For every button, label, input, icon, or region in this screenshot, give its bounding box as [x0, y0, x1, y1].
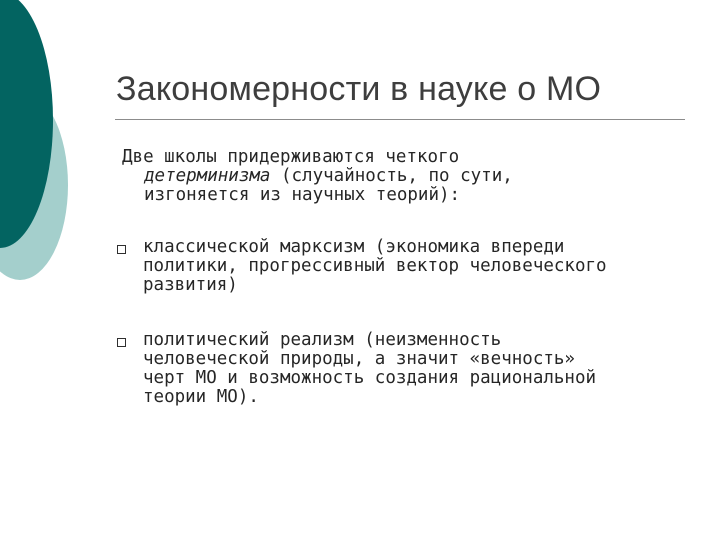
- checkbox-bullet-icon: [117, 245, 126, 254]
- title-divider: [115, 119, 685, 120]
- intro-italic-term: детерминизма: [144, 166, 271, 186]
- checkbox-bullet-icon: [117, 338, 126, 347]
- intro-line-2-rest: (случайность, по сути,: [270, 166, 513, 186]
- bullet-1-line-3: развития): [143, 275, 238, 295]
- slide-title: Закономерности в науке о МО: [116, 70, 602, 108]
- decorative-circles: [0, 0, 90, 290]
- bullet-1-line-1: классической марксизм (экономика впереди: [143, 237, 565, 257]
- bullet-text-2: [143, 331, 703, 407]
- intro-line-3: изгоняется из научных теорий):: [144, 185, 461, 205]
- bullet-2-line-2: человеческой природы, а значит «вечность»: [143, 349, 575, 369]
- bullet-2-line-1: политический реализм (неизменность: [143, 330, 502, 350]
- intro-line-2: [122, 167, 682, 186]
- intro-line-1: Две школы придерживаются четкого: [122, 147, 460, 167]
- bullet-1-line-2: политики, прогрессивный вектор человеческого: [143, 256, 607, 276]
- bullet-2-line-4: теории МО).: [143, 387, 259, 407]
- intro-paragraph: [122, 148, 682, 205]
- bullet-2-line-3: черт МО и возможность создания рациональной: [143, 368, 597, 388]
- bullet-text-1: [143, 238, 703, 295]
